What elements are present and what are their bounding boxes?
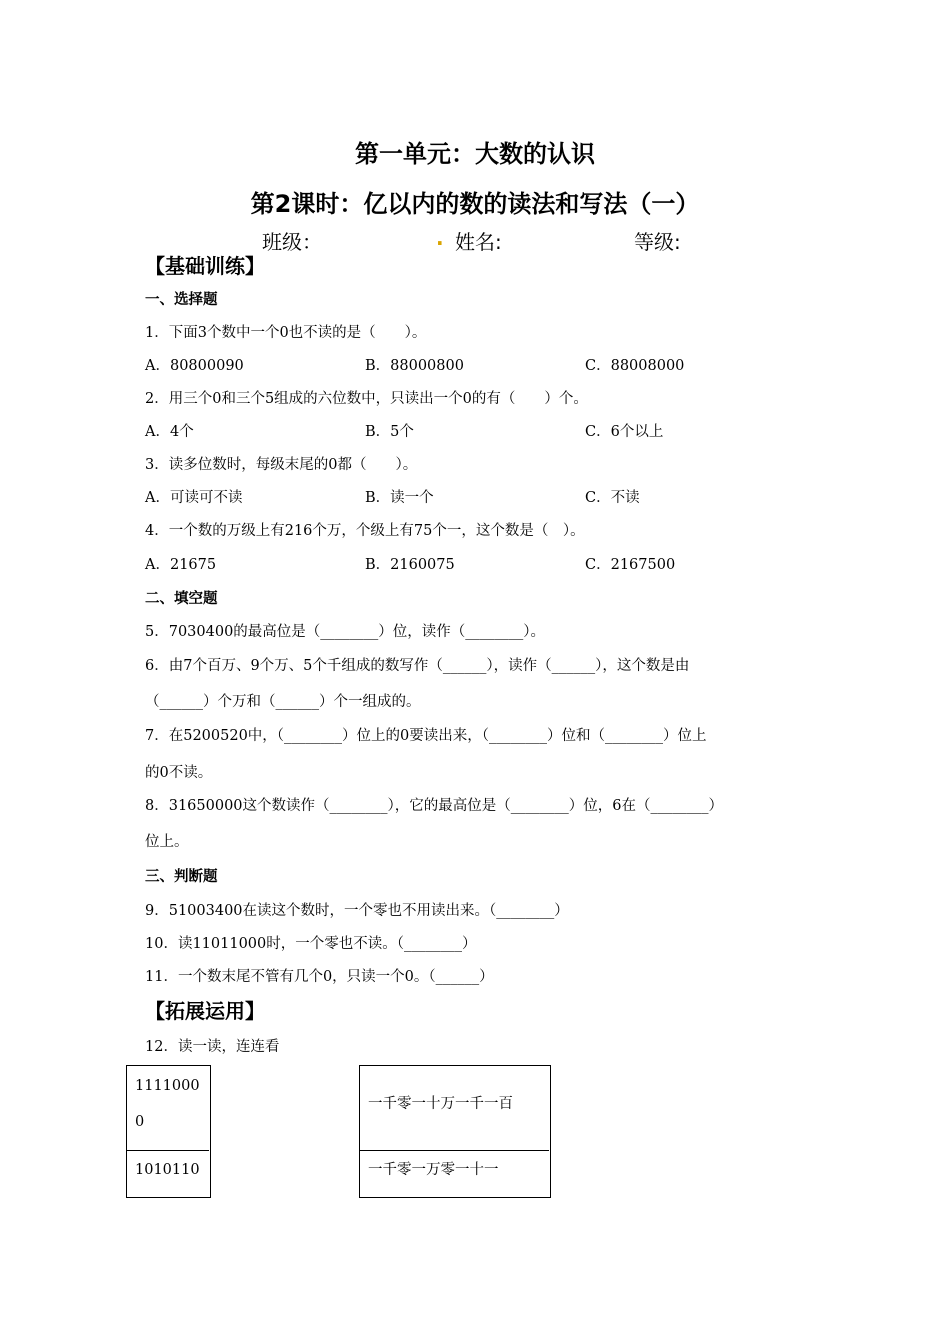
left-number-table	[126, 1065, 211, 1198]
question-1: 1．下面3个数中一个0也不读的是（ ）。	[145, 325, 427, 341]
question-8-line1: 8．31650000这个数读作（________），它的最高位是（________）位，6在（________）	[145, 798, 724, 814]
question-6-line1: 6．由7个百万、9个万、5个千组成的数写作（______），读作（______），这个数是由	[145, 658, 690, 674]
question-8-line2: 位上。	[145, 834, 189, 850]
q4-option-a: A．21675	[145, 557, 217, 573]
question-7-line1: 7．在5200520中，（________）位上的0要读出来，（________）位和（________）位上	[145, 728, 707, 744]
name-label: 姓名:	[455, 230, 502, 254]
question-7-line2: 的0不读。	[145, 765, 213, 781]
question-4: 4．一个数的万级上有216个万，个级上有75个一，这个数是（ ）。	[145, 523, 585, 539]
left-cell-2: 1010110	[135, 1162, 200, 1178]
judge-heading: 三、判断题	[145, 869, 218, 885]
grade-label: 等级:	[634, 230, 681, 254]
right-reading-table	[359, 1065, 551, 1198]
fill-heading: 二、填空题	[145, 591, 218, 607]
class-label: 班级：	[262, 230, 322, 254]
question-6-line2: （______）个万和（______）个一组成的。	[145, 694, 421, 710]
page-title: 第一单元：大数的认识	[355, 140, 595, 168]
q2-option-b: B．5个	[365, 424, 414, 440]
lesson-title: 第2课时：亿以内的数的读法和写法（一）	[250, 190, 700, 218]
q1-option-c: C．88008000	[585, 358, 685, 374]
question-12: 12．读一读，连连看	[145, 1039, 280, 1055]
choice-heading: 一、选择题	[145, 292, 218, 308]
question-3: 3．读多位数时，每级末尾的0都（ ）。	[145, 457, 418, 473]
yellow-dot: .	[436, 226, 444, 250]
question-11: 11．一个数末尾不管有几个0，只读一个0。（______）	[145, 969, 494, 985]
left-cell-1: 11110000	[135, 1078, 200, 1130]
q2-option-c: C．6个以上	[585, 424, 664, 440]
section-basic-training: 【基础训练】	[145, 254, 265, 278]
right-cell-1: 一千零一十万一千一百	[368, 1096, 513, 1112]
q3-option-a: A．可读可不读	[145, 490, 243, 506]
table-divider	[360, 1150, 549, 1151]
question-10: 10．读11011000时，一个零也不读。（________）	[145, 936, 477, 952]
question-5: 5．7030400的最高位是（________）位，读作（________）。	[145, 624, 546, 640]
question-9: 9．51003400在读这个数时，一个零也不用读出来。（________）	[145, 903, 569, 919]
q4-option-b: B．2160075	[365, 557, 455, 573]
question-2: 2．用三个0和三个5组成的六位数中，只读出一个0的有（ ）个。	[145, 391, 588, 407]
table-divider	[127, 1150, 209, 1151]
right-cell-2: 一千零一万零一十一	[368, 1162, 499, 1178]
q4-option-c: C．2167500	[585, 557, 676, 573]
q1-option-a: A．80800090	[145, 358, 244, 374]
q3-option-b: B．读一个	[365, 490, 434, 506]
q3-option-c: C．不读	[585, 490, 640, 506]
q2-option-a: A．4个	[145, 424, 194, 440]
section-extension: 【拓展运用】	[145, 999, 265, 1023]
q1-option-b: B．88000800	[365, 358, 464, 374]
